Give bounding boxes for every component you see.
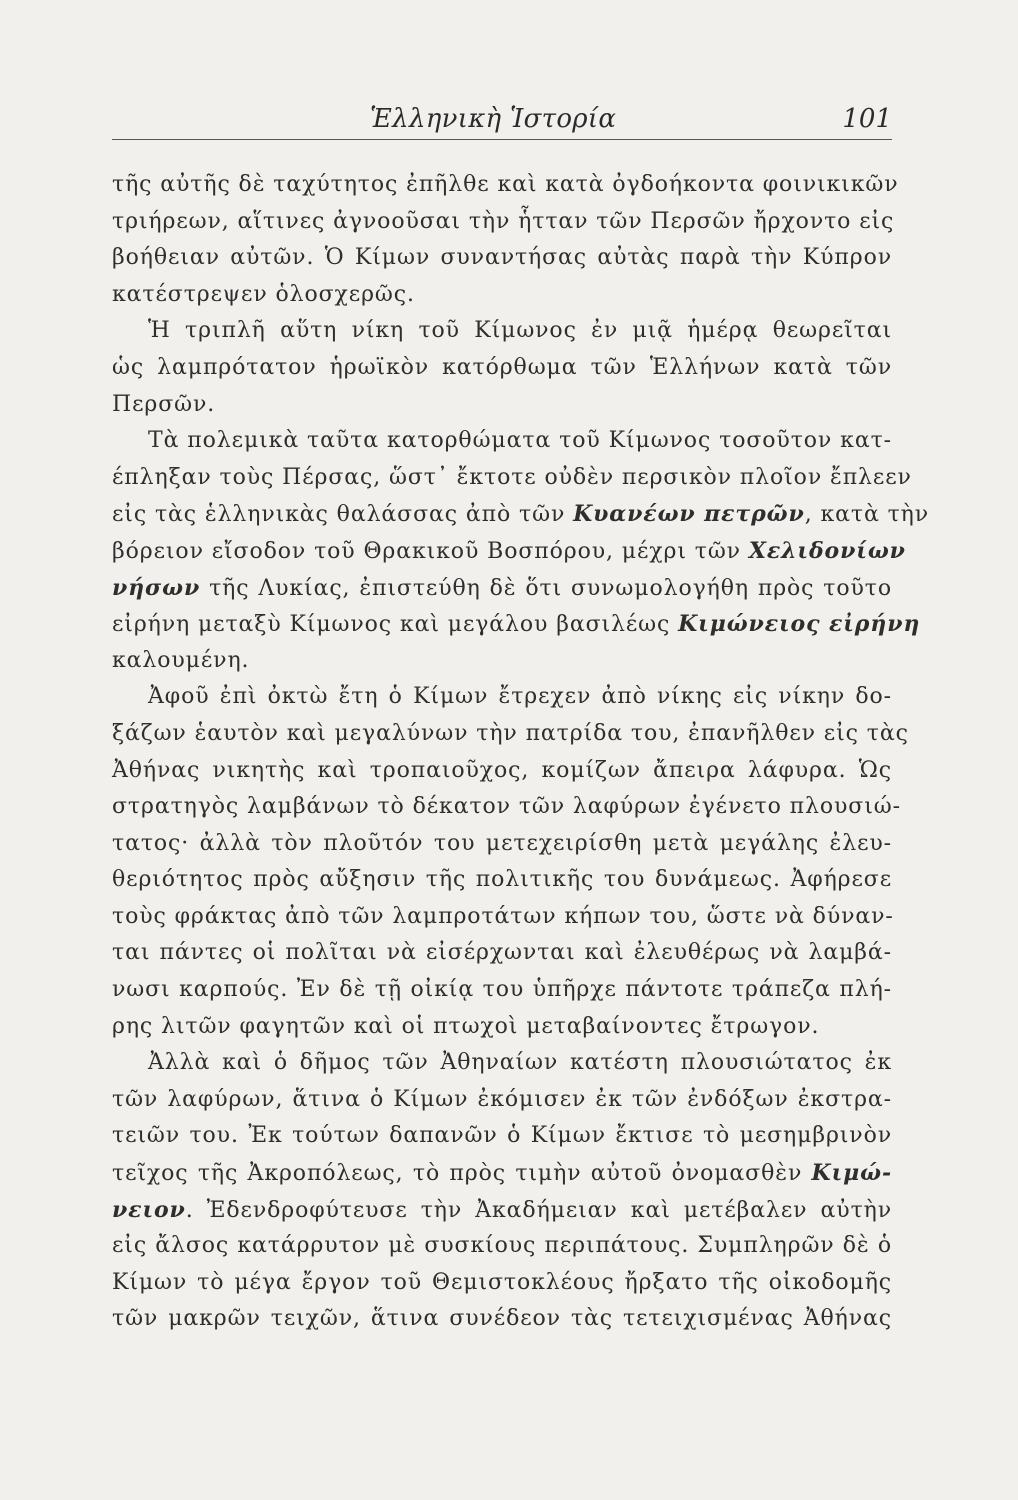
- line-text: τεῖχος τῆς Ἀκροπόλεως, τὸ πρὸς τιμὴν αὐτοῦ ὀνομασθὲν: [112, 1161, 812, 1187]
- text-line: τειῶν του. Ἐκ τούτων δαπανῶν ὁ Κίμων ἔκτισε τὸ μεσημβρινὸν: [112, 1123, 892, 1149]
- text-line: εἰς ἄλσος κατάρρυτον μὲ συσκίους περιπάτους. Συμπληρῶν δὲ ὁ: [112, 1233, 892, 1259]
- text-line: ρης λιτῶν φαγητῶν καὶ οἱ πτωχοὶ μεταβαίνοντες ἔτρωγον.: [112, 1013, 820, 1039]
- paragraph: [112, 679, 909, 1045]
- italic-term: Κιμώνειος εἰρήνη: [678, 611, 921, 638]
- text-line: Ἀλλὰ καὶ ὁ δῆμος τῶν Ἀθηναίων κατέστη πλουσιώτατος ἐκ: [148, 1050, 892, 1076]
- text-line: Ἡ τριπλῆ αὕτη νίκη τοῦ Κίμωνος ἐν μιᾷ ἡμέρᾳ θεωρεῖται: [148, 318, 892, 344]
- text-line: [112, 606, 921, 643]
- running-title: Ἑλληνικὴ Ἱστορία: [370, 104, 617, 134]
- paragraph: [112, 313, 892, 423]
- paragraph: [112, 423, 930, 679]
- italic-place-name: νήσων: [112, 574, 201, 601]
- text-line: ται πάντες οἱ πολῖται νὰ εἰσέρχωνται καὶ ἐλευθέρως νὰ λαμβά-: [112, 940, 892, 966]
- text-line: [112, 496, 930, 533]
- italic-place-name: Χελιδονίων: [748, 537, 906, 564]
- header-rule: [112, 139, 892, 140]
- line-text: . Ἐδενδροφύτευσε τὴν Ἀκαδήμειαν καὶ μετέβαλεν αὐτὴν: [185, 1197, 892, 1223]
- line-text: εἰρήνη μεταξὺ Κίμωνος καὶ μεγάλου βασιλέως: [112, 612, 679, 638]
- running-header: [112, 100, 892, 140]
- italic-term: νειον: [112, 1196, 186, 1223]
- text-line: τῶν μακρῶν τειχῶν, ἅτινα συνέδεον τὰς τετειχισμένας Ἀθήνας: [112, 1306, 892, 1332]
- text-line: Κίμων τὸ μέγα ἔργον τοῦ Θεμιστοκλέους ἤρξατο τῆς οἰκοδομῆς: [112, 1269, 892, 1295]
- text-line: έπληξαν τοὺς Πέρσας, ὥστ᾽ ἔκτοτε οὐδὲν περσικὸν πλοῖον ἔπλεεν: [112, 464, 912, 490]
- text-line: στρατηγὸς λαμβάνων τὸ δέκατον τῶν λαφύρων ἐγένετο πλουσιώ-: [112, 794, 901, 820]
- text-line: Ἀθήνας νικητὴς καὶ τροπαιοῦχος, κομίζων ἄπειρα λάφυρα. Ὡς: [112, 757, 892, 783]
- text-line: [112, 1192, 892, 1229]
- line-text: βόρειον εἴσοδον τοῦ Θρακικοῦ Βοσπόρου, μέχρι τῶν: [112, 538, 749, 564]
- text-line: ξάζων ἑαυτὸν καὶ μεγαλύνων τὴν πατρίδα του, ἐπανῆλθεν εἰς τὰς: [112, 720, 909, 746]
- text-line: Ἀφοῦ ἐπὶ ὀκτὼ ἔτη ὁ Κίμων ἔτρεχεν ἀπὸ νίκης εἰς νίκην δο-: [148, 684, 892, 710]
- text-line: κατέστρεψεν ὁλοσχερῶς.: [112, 281, 415, 307]
- text-line: τῆς αὐτῆς δὲ ταχύτητος ἐπῆλθε καὶ κατὰ ὀγδοήκοντα φοινικικῶν: [112, 172, 899, 197]
- body-text: [112, 167, 930, 1338]
- text-line: τατος· ἀλλὰ τὸν πλοῦτόν του μετεχειρίσθη μετὰ μεγάλης ἐλευ-: [112, 830, 892, 856]
- paragraph: [112, 1045, 892, 1338]
- text-line: καλουμένη.: [112, 647, 250, 673]
- line-text: εἰς τὰς ἑλληνικὰς θαλάσσας ἀπὸ τῶν: [112, 502, 574, 528]
- text-line: [112, 1155, 892, 1192]
- italic-place-name: Κυανέων πετρῶν: [573, 501, 805, 528]
- text-line: ὡς λαμπρότατον ἡρωϊκὸν κατόρθωμα τῶν Ἑλλήνων κατὰ τῶν: [112, 354, 892, 380]
- text-line: [112, 533, 906, 570]
- text-line: νωσι καρπούς. Ἐν δὲ τῇ οἰκίᾳ του ὑπῆρχε πάντοτε τράπεζα πλή-: [112, 977, 892, 1003]
- line-text: , κατὰ τὴν: [804, 502, 930, 528]
- paragraph: [112, 167, 899, 313]
- line-text: τῆς Λυκίας, ἐπιστεύθη δὲ ὅτι συνωμολογήθη πρὸς τοῦτο: [200, 575, 892, 601]
- text-line: θεριότητος πρὸς αὔξησιν τῆς πολιτικῆς του δυνάμεως. Ἀφήρεσε: [112, 867, 892, 893]
- text-line: Περσῶν.: [112, 391, 216, 417]
- text-line: Τὰ πολεμικὰ ταῦτα κατορθώματα τοῦ Κίμωνος τοσοῦτον κατ-: [148, 428, 892, 454]
- text-line: τριήρεων, αἵτινες ἀγνοοῦσαι τὴν ἧτταν τῶν Περσῶν ἤρχοντο εἰς: [112, 208, 895, 234]
- page-number: 101: [842, 104, 892, 134]
- italic-term: Κιμώ-: [811, 1160, 892, 1187]
- text-line: τῶν λαφύρων, ἅτινα ὁ Κίμων ἐκόμισεν ἐκ τῶν ἐνδόξων ἐκστρα-: [112, 1086, 892, 1112]
- text-line: τοὺς φράκτας ἀπὸ τῶν λαμπροτάτων κήπων του, ὥστε νὰ δύναν-: [112, 903, 894, 929]
- text-line: βοήθειαν αὐτῶν. Ὁ Κίμων συναντήσας αὐτὰς παρὰ τὴν Κύπρον: [112, 245, 892, 271]
- text-line: [112, 570, 892, 607]
